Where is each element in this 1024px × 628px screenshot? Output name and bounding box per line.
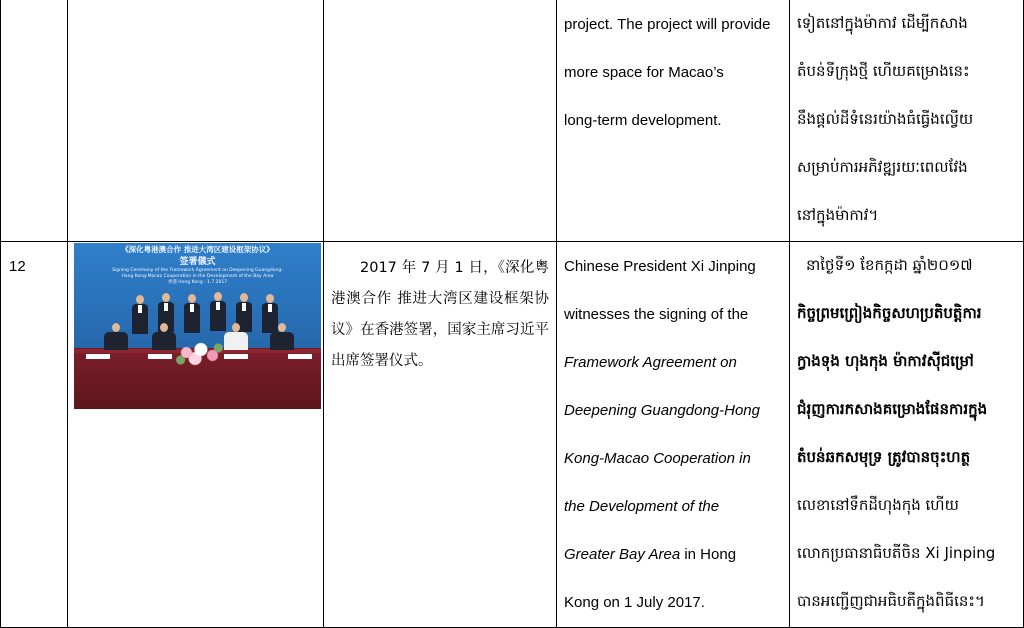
signing-ceremony-photo	[74, 243, 321, 409]
row-2-english-line: Chinese President Xi Jinping	[564, 258, 756, 275]
row-1-english-cell	[564, 15, 786, 235]
row-2-khmer-line: តំបន់ឆកសមុទ្រ ត្រូវបានចុះហត្ថ	[797, 448, 971, 466]
row-2-english-line: Framework Agreement on	[564, 354, 737, 371]
row-2-khmer-line: លោកប្រធានាធិបតីចិន Xi Jinping	[797, 544, 996, 562]
photo-banner-subtitle: 签署儀式	[179, 257, 216, 267]
column-divider-1	[67, 0, 68, 628]
column-divider-2	[323, 0, 324, 628]
row-1-english-line: project. The project will provide	[564, 16, 771, 33]
row-1-khmer-line: នឹងផ្តល់ដីទំនេរយ៉ាងធំធ្វើងល្វើយ	[797, 110, 974, 128]
row-1-khmer-line: សម្រាប់ការអភិវឌ្ឍរយៈពេលវែង	[797, 158, 968, 176]
nameplate	[86, 354, 110, 359]
column-divider-3	[556, 0, 557, 628]
photo-banner-title: 《深化粤港澳合作 推进大湾区建设框架协议》	[121, 245, 274, 254]
row-1-english-line: more space for Macao’s	[564, 64, 724, 81]
row-2-khmer-line: បានអញ្ជើញជាអធិបតីក្នុងពិធីនេះ។	[797, 592, 985, 610]
row-2-english-line: the Development of the	[564, 498, 720, 515]
row-1-english-line: long-term development.	[564, 112, 722, 129]
row-2-khmer-line: ជំរុញការកសាងគម្រោងផែនការក្នុង	[797, 400, 988, 418]
agreement-title-fragment: Greater Bay Area	[564, 546, 681, 563]
row-1-khmer-cell	[797, 12, 1021, 237]
row-2-khmer-line: ក្វាងទុង ហុងកុង ម៉ាកាវស៊ីជម្រៅ	[797, 352, 974, 370]
row-2-khmer-cell	[797, 254, 1021, 624]
column-divider-4	[789, 0, 790, 628]
row-1-khmer-line: នៅក្នុងម៉ាកាវ។	[797, 206, 879, 224]
photo-banner-location: 香港 Hong Kong · 1.7.2017	[167, 280, 228, 285]
flower-arrangement	[169, 339, 227, 369]
photo-banner-english: Signing Ceremony of the Framework Agreement on Deepening Guangdong-Hong Kong-Macao Cooperation in the Development of the Bay Area	[112, 268, 283, 279]
photo-banner	[74, 245, 321, 286]
row-2-english-cell	[564, 257, 786, 617]
row-2-english-line	[564, 545, 736, 565]
row-1-khmer-line: ទៀតនៅក្នុងម៉ាកាវ ដើម្បីកសាង	[797, 14, 968, 32]
row-2-khmer-line: កិច្ចព្រមព្រៀងកិច្ចសហប្រតិបត្តិការ	[797, 304, 982, 322]
row-2-chinese-cell: 2017 年 7 月 1 日，《深化粤港澳合作 推进大湾区建设框架协议》在香港签署，国家主席习近平出席签署仪式。	[331, 260, 549, 369]
nameplate	[288, 354, 312, 359]
row-2-english-line: Kong-Macao Cooperation in	[564, 450, 751, 467]
row-2-khmer-line: នាថ្ងៃទី១ ខែកក្កដា ឆ្នាំ២០១៧	[806, 256, 973, 274]
row-number: 12	[9, 258, 26, 275]
row-divider	[0, 241, 1024, 242]
row-2-english-line: Kong on 1 July 2017.	[564, 594, 705, 611]
row-1-khmer-line: តំបន់ទីក្រុងថ្មី ហើយគម្រោងនេះ	[797, 62, 970, 80]
row-2-english-line: witnesses the signing of the	[564, 306, 749, 323]
row-2-khmer-line: លេខានៅទឹកដីហុងកុង ហើយ	[797, 496, 959, 514]
row-2-english-line: Deepening Guangdong-Hong	[564, 402, 760, 419]
location-fragment: in Hong	[680, 546, 737, 563]
table-border-left	[0, 0, 1, 628]
nameplate	[224, 354, 248, 359]
